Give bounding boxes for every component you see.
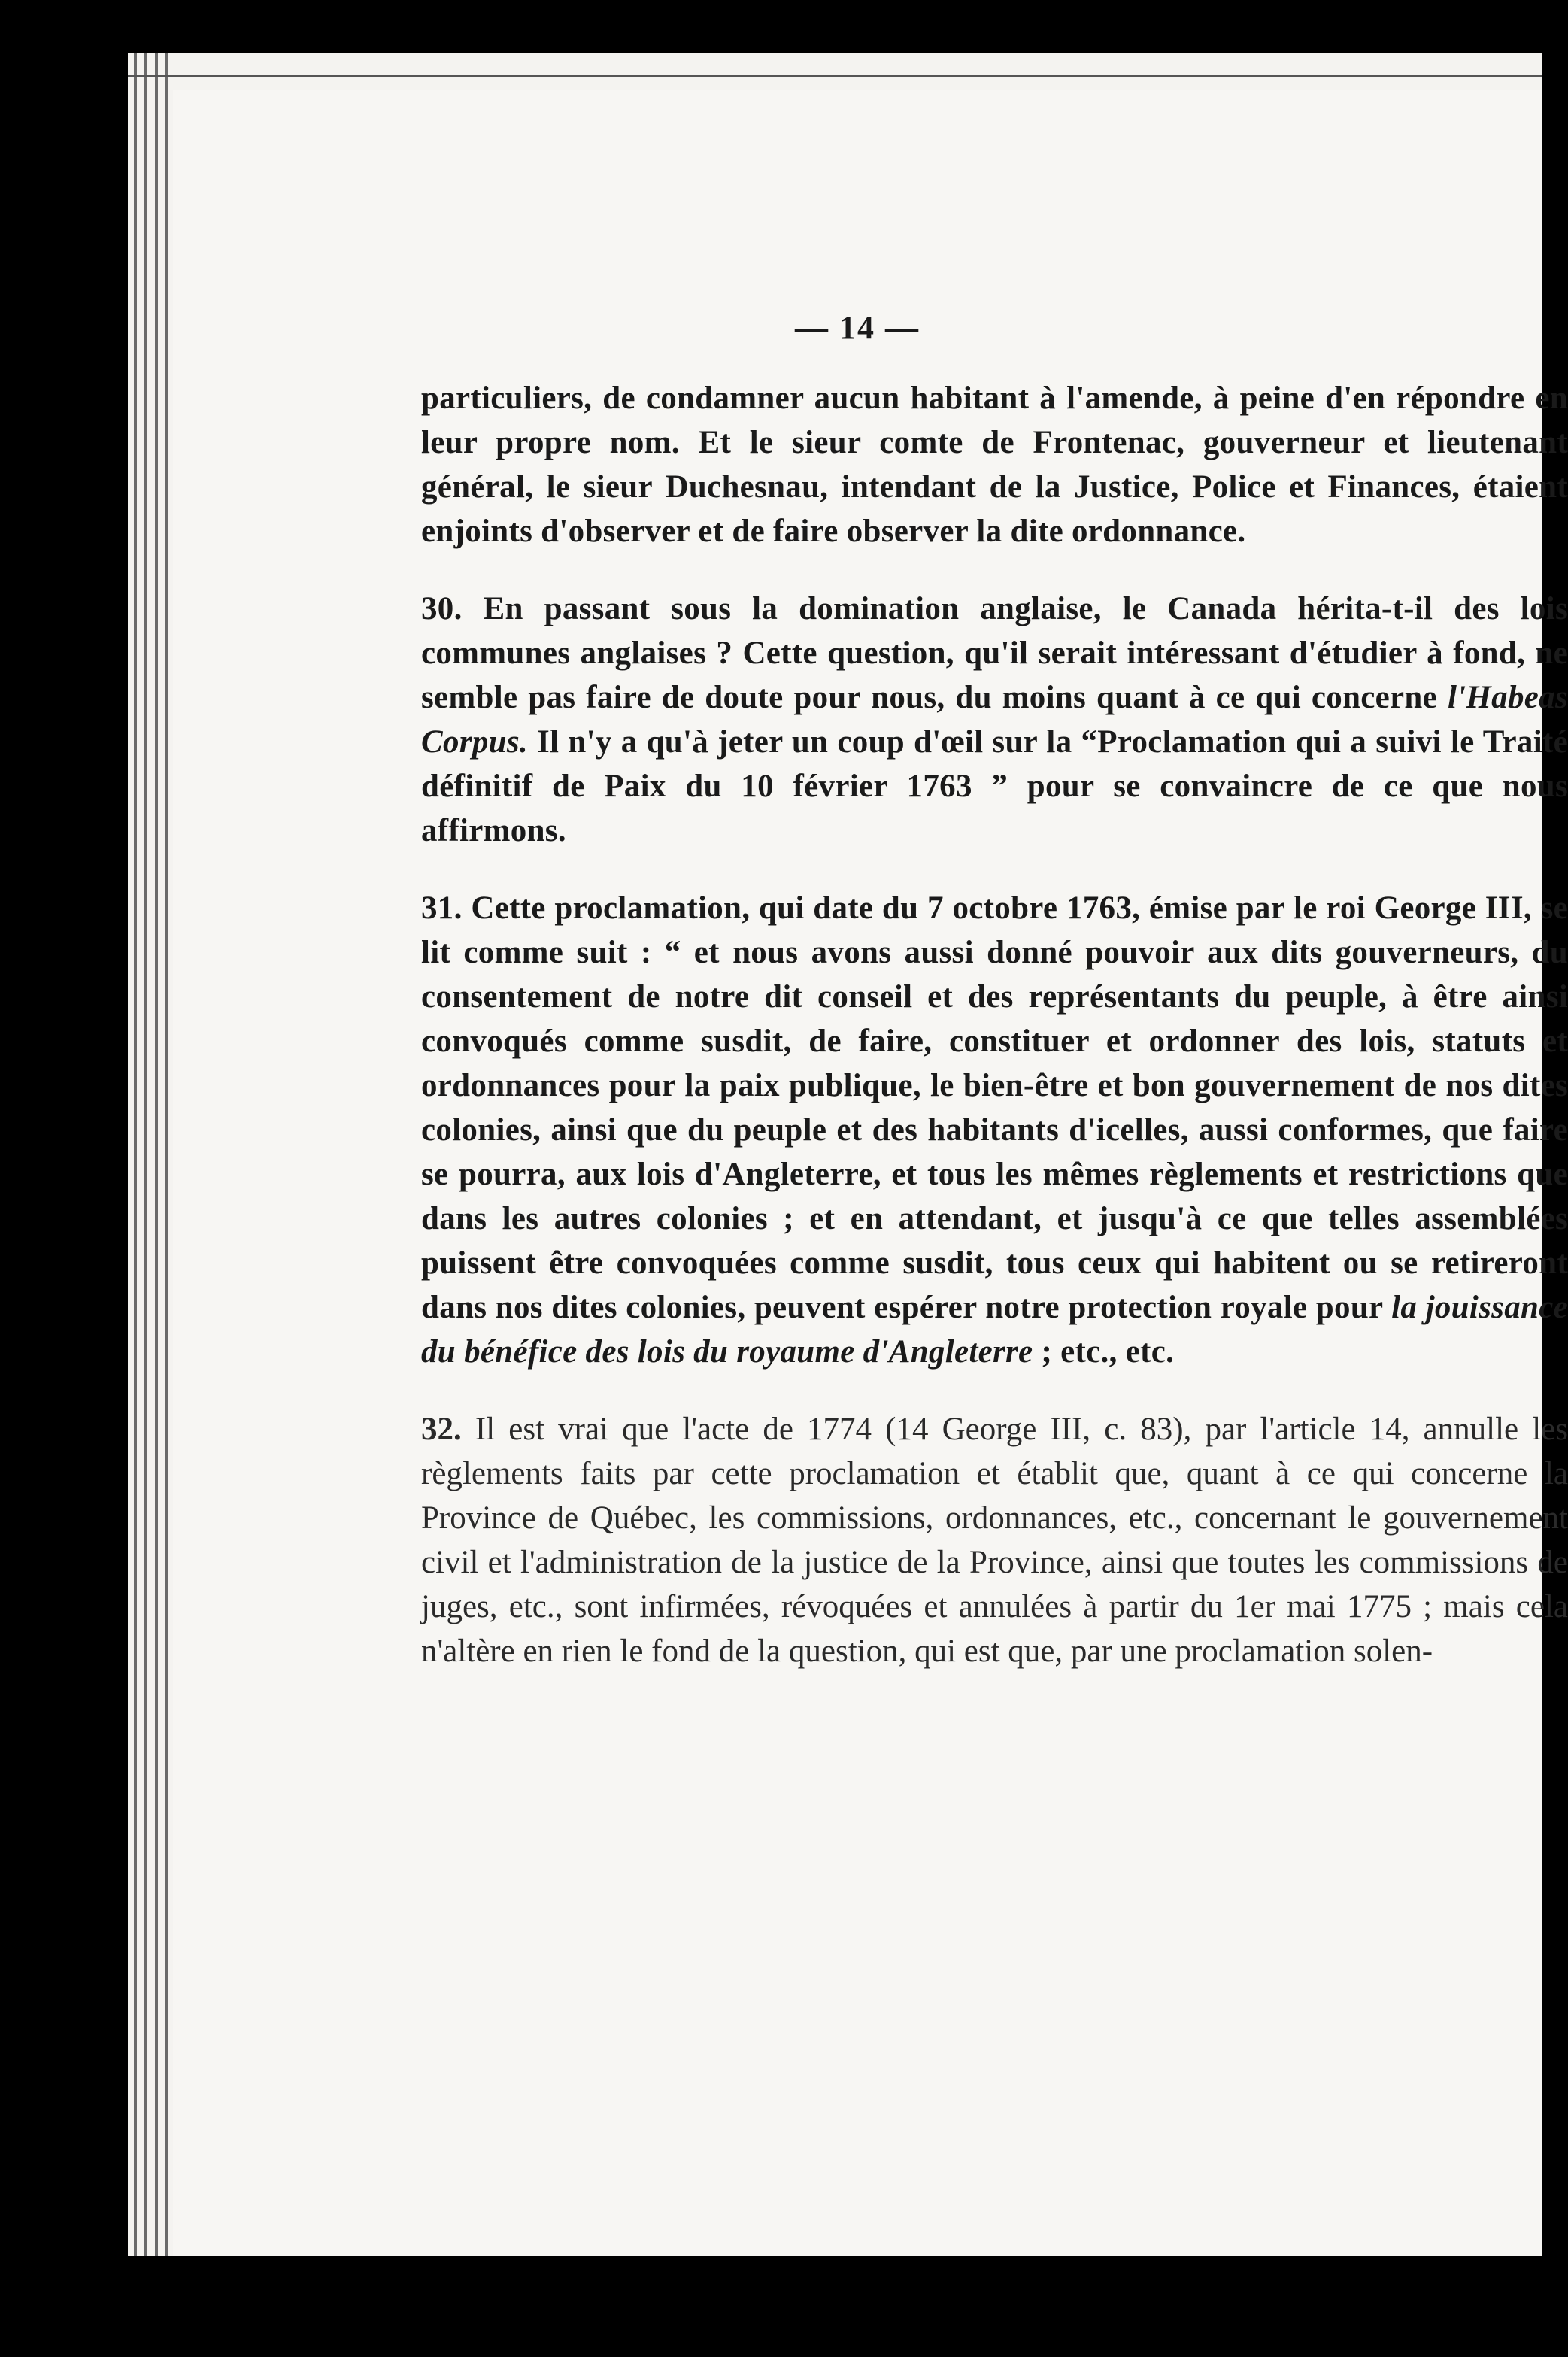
- paragraph-number: 30.: [421, 591, 463, 626]
- paragraph-number: 31.: [421, 890, 463, 926]
- page-edge: [134, 53, 137, 2256]
- paragraph-text: ; etc., etc.: [1033, 1334, 1175, 1370]
- page-top-rule: [128, 75, 1542, 77]
- paragraph-text: Cette proclamation, qui date du 7 octobre 1763, émise par le roi George III, se lit comme suit : “ et nous avons aussi donné pouvoir aux dits gouverneurs, du consentement de notre dit conseil et des représentants du peuple, à être ainsi convoqués comme susdit, de faire, constituer et ordonner des lois, statuts et ordonnances pour la paix publique, le bien-être et bon gouvernement de nos dites colonies, ainsi que du peuple et des habitants d'icelles, aussi conformes, que faire se pourra, aux lois d'Angleterre, et tous les mêmes règlements et restrictions que dans les autres colonies ; et en attendant, et jusqu'à ce que telles assemblées puissent être convoquées comme susdit, tous ceux qui habitent ou se retireront dans nos dites colonies, peuvent espérer notre protection royale pour: [421, 890, 1568, 1325]
- paragraph-text: Il est vrai que l'acte de 1774 (14 George III, c. 83), par l'article 14, annulle les règlements faits par cette proclamation et établit que, quant à ce qui concerne la Province de Québec, les commissions, ordonnances, etc., concernant le gouvernement civil et l'administration de la justice de la Province, ainsi que toutes les commissions de juges, etc., sont infirmées, révoquées et annulées à partir du 1er mai 1775 ; mais cela n'altère en rien le fond de la question, qui est que, par une proclamation solen-: [421, 1412, 1568, 1669]
- paragraph-italic-text: la jouissance du bénéfice des lois du royaume d'Angleterre: [421, 1290, 1568, 1370]
- page-edge: [165, 53, 168, 2256]
- paragraph-32: [421, 1407, 1568, 1673]
- page-edge: [155, 53, 158, 2256]
- paragraph-text: En passant sous la domination anglaise, le Canada hérita-t-il des lois communes anglaises ? Cette question, qu'il serait intéressant d'étudier à fond, ne semble pas faire de doute pour nous, du moins quant à ce qui concerne: [421, 591, 1568, 715]
- page-edge: [144, 53, 147, 2256]
- paragraph-30: [421, 587, 1568, 853]
- book-page: [173, 90, 1568, 2256]
- paragraph-number: 32.: [421, 1412, 462, 1447]
- paragraph-continuation: [421, 376, 1568, 554]
- paragraph-italic-text: l'Habeas Corpus.: [421, 680, 1568, 760]
- paragraph-text: Il n'y a qu'à jeter un coup d'œil sur la “Proclamation qui a suivi le Traité définitif de Paix du 10 février 1763 ” pour se convaincre de ce que nous affirmons.: [421, 724, 1568, 848]
- page-number: — 14 —: [795, 309, 920, 346]
- paragraph-31: [421, 886, 1568, 1374]
- paragraph-text: particuliers, de condamner aucun habitant à l'amende, à peine d'en répondre en leur propre nom. Et le sieur comte de Frontenac, gouverneur et lieutenant général, le sieur Duchesnau, intendant de la Justice, Police et Finances, étaient enjoints d'observer et de faire observer la dite ordonnance.: [421, 381, 1568, 549]
- body-text: [421, 376, 1568, 1706]
